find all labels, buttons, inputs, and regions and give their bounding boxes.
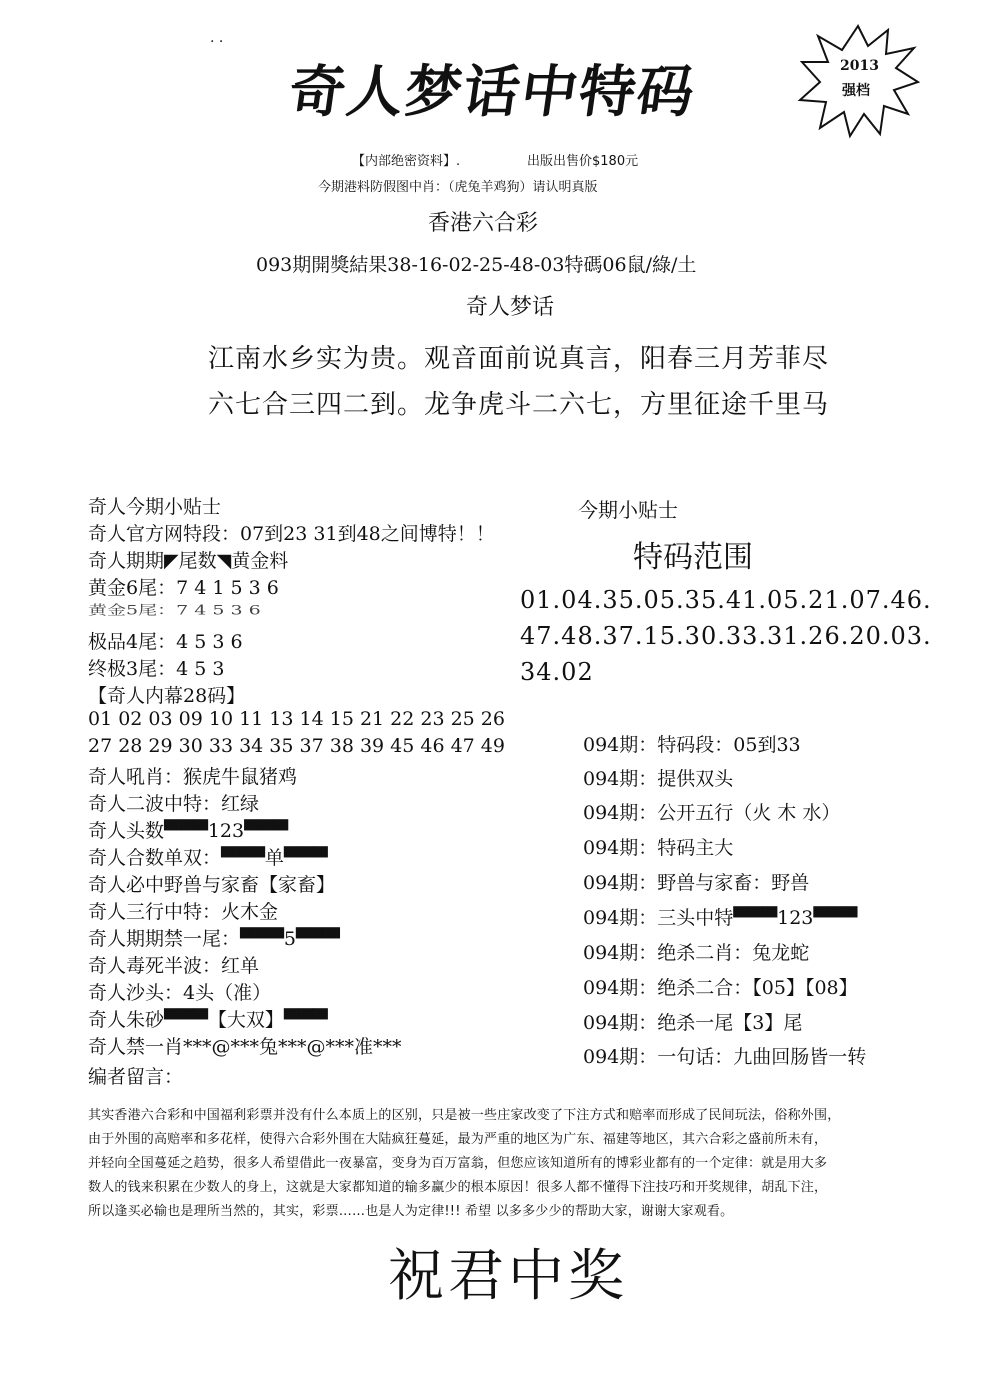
period-tip-line: 094期：绝杀一尾【3】尾 [583, 1012, 803, 1034]
starburst-badge [796, 22, 920, 140]
range-numbers-line: 34.02 [520, 658, 594, 686]
editor-paragraph-line: 所以逢买必输也是理所当然的，其实，彩票……也是人为定律!!! 希望 以多多少少的帮助大家，谢谢大家观看。 [88, 1204, 734, 1219]
left-tip-line: 01 02 03 09 10 11 13 14 15 21 22 23 25 26 [88, 708, 505, 730]
left-tip-line: 黄金6尾：7 4 1 5 3 6 [88, 577, 279, 599]
header-price-label: 出版出售价$180元 [527, 154, 639, 169]
poem-line-2: 六七合三四二到。龙争虎斗二六七，方里征途千里马 [208, 390, 830, 420]
period-tip-line: 094期：特码主大 [583, 837, 734, 859]
editor-paragraph-line: 并轻向全国蔓延之趋势，很多人希望借此一夜暴富，变身为百万富翁，但您应该知道所有的博彩业都有的一个定律：就是用大多 [88, 1156, 828, 1171]
range-numbers-line: 47.48.37.15.30.33.31.26.20.03. [520, 622, 932, 650]
poem-title: 奇人梦话 [466, 295, 555, 320]
left-tip-line: 奇人期期◤尾数◥黄金料 [88, 550, 289, 572]
left-tip-line: 【奇人内幕28码】 [88, 685, 246, 707]
left-tip-line: 终极3尾：4 5 3 [88, 658, 225, 680]
range-numbers-line: 01.04.35.05.35.41.05.21.07.46. [520, 586, 932, 614]
header-secret-label: 【内部绝密资料】. [352, 154, 461, 169]
badge-label: 强档 [842, 83, 870, 99]
header-anti-fake-line: 今期港料防假图中肖：（虎兔羊鸡狗）请认明真版 [318, 180, 598, 195]
poem-line-1: 江南水乡实为贵。观音面前说真言，阳春三月芳菲尽 [208, 344, 830, 374]
draw-result-line: 093期開獎結果38-16-02-25-48-03特碼06鼠/綠/土 [256, 254, 697, 276]
left-tip-line: 奇人三行中特：火木金 [88, 901, 279, 923]
range-title: 特码范围 [633, 540, 753, 575]
editor-paragraph-line: 其实香港六合彩和中国福利彩票并没有什么本质上的区别，只是被一些庄家改变了下注方式和赔率而形成了民间玩法，俗称外围， [88, 1108, 841, 1123]
period-tip-line: 094期：野兽与家畜：野兽 [583, 872, 810, 894]
period-tip-line: 094期：一句话：九曲回肠皆一转 [583, 1046, 867, 1068]
left-tip-line: 奇人毒死半波：红单 [88, 955, 260, 977]
left-tip-line: 奇人头数▀▀▀123▀▀▀ [88, 820, 288, 842]
left-tip-line: 27 28 29 30 33 34 35 37 38 39 45 46 47 49 [88, 735, 505, 757]
left-tip-line: 奇人二波中特：红绿 [88, 793, 260, 815]
left-tip-line: 奇人必中野兽与家畜【家畜】 [88, 874, 336, 896]
period-tip-line: 094期：绝杀二合：【05】【08】 [583, 977, 858, 999]
left-tip-line: 奇人禁一肖***@***兔***@***准*** [88, 1036, 402, 1058]
left-tip-line: 极品4尾：4 5 3 6 [88, 631, 243, 653]
left-tip-line: 奇人官方网特段：07到23 31到48之间博特！！ [88, 523, 495, 545]
period-tip-line: 094期：公开五行（火 木 水） [583, 802, 841, 824]
period-tip-line: 094期：三头中特▀▀▀123▀▀▀ [583, 907, 858, 929]
editor-heading: 编者留言： [88, 1066, 184, 1088]
left-tip-line: 奇人朱砂▀▀▀【大双】▀▀▀ [88, 1009, 328, 1031]
page-title: 奇人梦话中特码 [284, 60, 700, 125]
left-tips-heading: 奇人今期小贴士 [88, 496, 222, 518]
badge-year: 2013 [840, 58, 879, 74]
blessing-text: 祝君中奖 [388, 1244, 628, 1309]
corner-marks: . . [210, 30, 224, 46]
right-tips-heading: 今期小贴士 [578, 498, 678, 522]
period-tip-line: 094期：提供双头 [583, 768, 734, 790]
left-tip-line: 奇人沙头：4头（准） [88, 982, 272, 1004]
period-tip-line: 094期：特码段：05到33 [583, 734, 801, 756]
left-tip-line: 奇人吼肖：猴虎牛鼠猪鸡 [88, 766, 298, 788]
editor-paragraph-line: 数人的钱来积累在少数人的身上，这就是大家都知道的输多赢少的根本原因！很多人都不懂得下注技巧和开奖规律，胡乱下注， [88, 1180, 828, 1195]
lottery-name: 香港六合彩 [428, 211, 539, 236]
left-tip-line: 奇人合数单双：▀▀▀单▀▀▀ [88, 847, 328, 869]
left-tip-line: 黄金5尾：7 4 5 3 6 [88, 602, 261, 619]
left-tip-line: 奇人期期禁一尾：▀▀▀5▀▀▀ [88, 928, 340, 950]
editor-paragraph-line: 由于外围的高赔率和多花样，使得六合彩外围在大陆疯狂蔓延，最为严重的地区为广东、福建等地区，其六合彩之盛前所未有， [88, 1132, 828, 1147]
period-tip-line: 094期：绝杀二肖：兔龙蛇 [583, 942, 810, 964]
